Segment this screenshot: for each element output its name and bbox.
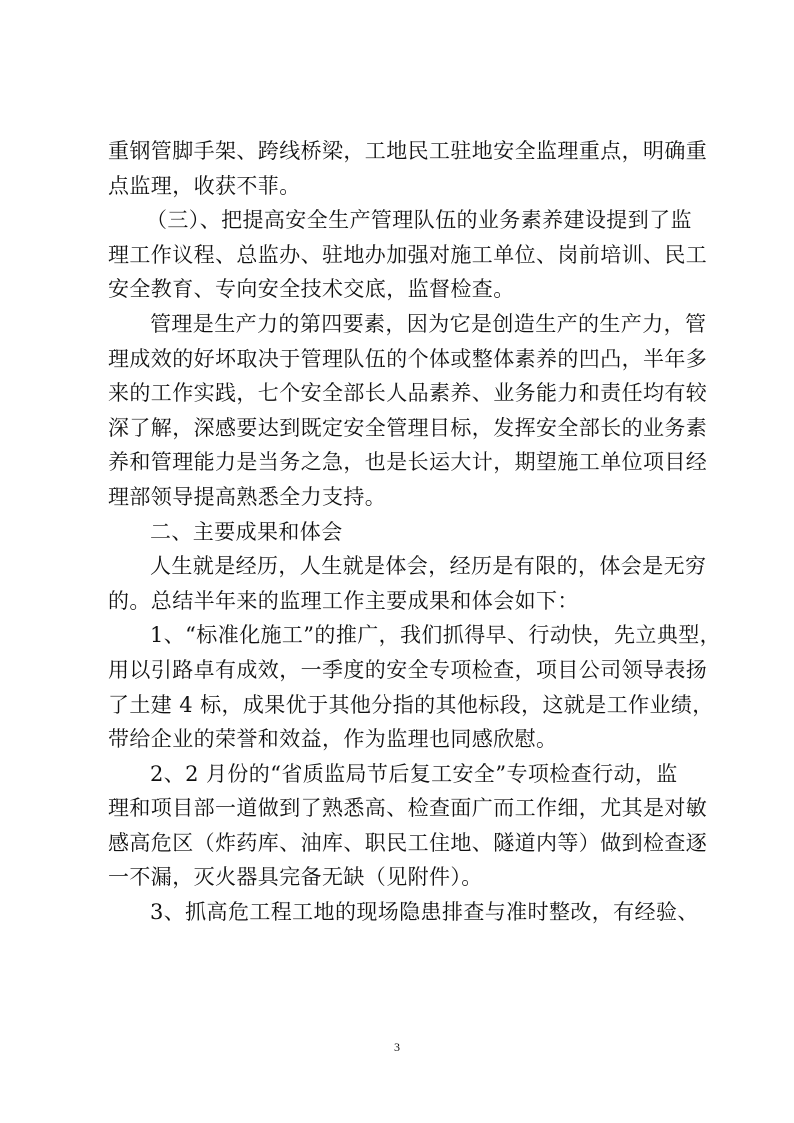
text-line: 理成效的好坏取决于管理队伍的个体或整体素养的凹凸，半年多 bbox=[108, 346, 708, 371]
text-line: 一不漏，灭火器具完备无缺（见附件）。 bbox=[108, 865, 483, 890]
text-line: 的。总结半年来的监理工作主要成果和体会如下： bbox=[108, 588, 579, 613]
text-line: 安全教育、专向安全技术交底，监督检查。 bbox=[108, 277, 515, 302]
text-line: （三）、把提高安全生产管理队伍的业务素养建设提到了监 bbox=[146, 208, 692, 233]
text-line: 了土建 4 标，成果优于其他分指的其他标段，这就是工作业绩， bbox=[108, 692, 714, 717]
text-line: 用以引路卓有成效，一季度的安全专项检查，项目公司领导表扬 bbox=[108, 657, 708, 682]
text-line: 3、抓高危工程工地的现场隐患排查与准时整改，有经验、 bbox=[150, 900, 699, 925]
text-line: 来的工作实践，七个安全部长人品素养、业务能力和责任均有较 bbox=[108, 381, 708, 406]
text-line: 管理是生产力的第四要素，因为它是创造生产的生产力，管 bbox=[150, 311, 707, 336]
body-text bbox=[108, 134, 722, 930]
page-number: 3 bbox=[394, 1040, 400, 1054]
text-line: 理部领导提高熟悉全力支持。 bbox=[108, 484, 387, 509]
text-line: 理工作议程、总监办、驻地办加强对施工单位、岗前培训、民工 bbox=[108, 242, 708, 267]
text-line: 2、2 月份的“省质监局节后复工安全”专项检查行动，监 bbox=[150, 761, 678, 786]
text-line: 1、“标准化施工”的推广，我们抓得早、行动快，先立典型， bbox=[150, 623, 722, 648]
text-line: 感高危区（炸药库、油库、职民工住地、隧道内等）做到检查逐 bbox=[108, 830, 708, 855]
section-heading: 二、主要成果和体会 bbox=[150, 519, 343, 544]
text-line: 深了解，深感要达到既定安全管理目标，发挥安全部长的业务素 bbox=[108, 415, 708, 440]
text-line: 理和项目部一道做到了熟悉高、检查面广而工作细，尤其是对敏 bbox=[108, 796, 708, 821]
text-line: 点监理，收获不菲。 bbox=[108, 173, 301, 198]
text-line: 重钢管脚手架、跨线桥梁，工地民工驻地安全监理重点，明确重 bbox=[108, 139, 708, 163]
text-line: 带给企业的荣誉和效益，作为监理也同感欣慰。 bbox=[108, 727, 558, 752]
text-line: 养和管理能力是当务之急，也是长运大计，期望施工单位项目经 bbox=[108, 450, 708, 475]
text-line: 人生就是经历，人生就是体会，经历是有限的，体会是无穷 bbox=[150, 554, 707, 579]
